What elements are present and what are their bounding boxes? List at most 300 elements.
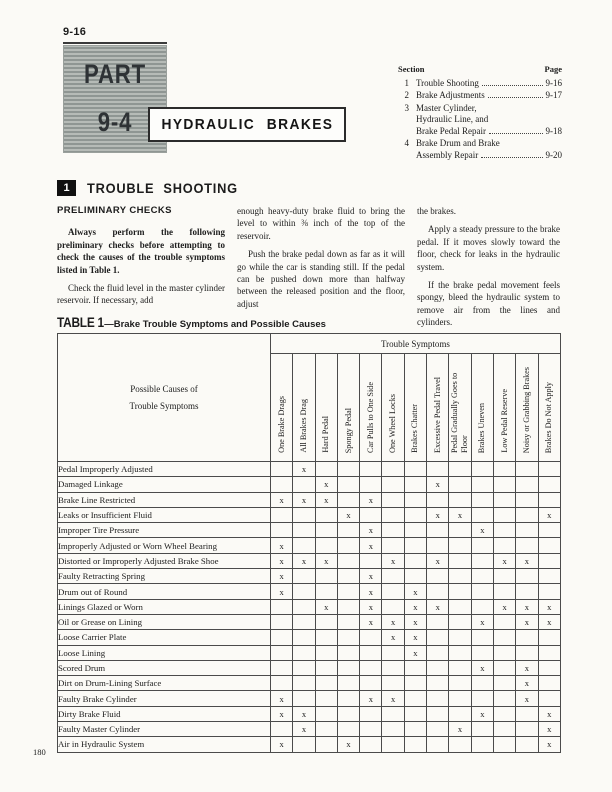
empty-cell [404,676,426,691]
table-row [58,538,561,553]
symptom-column-label: Hard Pedal [321,416,331,453]
empty-cell [271,477,293,492]
empty-cell [471,507,493,522]
index-item-line [416,126,562,138]
empty-cell [404,477,426,492]
empty-cell [337,492,359,507]
empty-cell [493,737,515,752]
empty-cell [337,599,359,614]
table-row [58,614,561,629]
symptom-mark-cell: x [271,492,293,507]
index-item-number: 4 [404,138,409,148]
empty-cell [337,523,359,538]
symptom-mark-cell: x [449,507,471,522]
symptom-mark-cell: x [427,553,449,568]
symptom-column-header [404,354,426,462]
index-item-1 [398,78,562,90]
empty-cell [449,553,471,568]
empty-cell [271,722,293,737]
empty-cell [337,477,359,492]
table-title [57,314,326,332]
empty-cell [538,584,560,599]
empty-cell [449,614,471,629]
dot-leader [481,157,542,158]
symptom-mark-cell: x [315,477,337,492]
symptom-mark-cell: x [382,553,404,568]
empty-cell [449,462,471,477]
symptom-mark-cell: x [271,584,293,599]
empty-cell [493,706,515,721]
empty-cell [516,569,538,584]
corner-line-1: Possible Causes of [130,383,198,394]
cause-cell: Linings Glazed or Worn [58,599,271,614]
empty-cell [471,691,493,706]
index-item-label: Brake Drum and Brake [416,138,500,148]
symptom-mark-cell: x [360,599,382,614]
empty-cell [315,507,337,522]
empty-cell [271,630,293,645]
empty-cell [382,538,404,553]
empty-cell [337,660,359,675]
empty-cell [293,676,315,691]
part-word: PART [84,59,146,89]
empty-cell [404,737,426,752]
empty-cell [493,477,515,492]
symptom-mark-cell: x [538,722,560,737]
empty-cell [471,569,493,584]
table-row [58,676,561,691]
empty-cell [337,614,359,629]
index-item-line [416,138,562,150]
empty-cell [449,599,471,614]
empty-cell [293,614,315,629]
symptom-column-label: Car Pulls to One Side [365,382,375,453]
symptom-mark-cell: x [271,569,293,584]
symptom-mark-cell: x [516,553,538,568]
empty-cell [516,477,538,492]
empty-cell [382,507,404,522]
symptom-table-body [58,462,561,753]
cause-cell: Damaged Linkage [58,477,271,492]
empty-cell [293,523,315,538]
empty-cell [493,676,515,691]
empty-cell [337,676,359,691]
index-item-label: Trouble Shooting [416,77,479,88]
symptom-mark-cell: x [516,691,538,706]
empty-cell [271,462,293,477]
table-row [58,553,561,568]
index-item-number: 3 [404,102,409,113]
empty-cell [293,569,315,584]
symptom-mark-cell: x [360,584,382,599]
empty-cell [427,569,449,584]
empty-cell [516,492,538,507]
empty-cell [427,676,449,691]
empty-cell [271,676,293,691]
empty-cell [337,553,359,568]
index-item-3 [398,103,562,138]
empty-cell [493,614,515,629]
section-number-badge: 1 [57,180,76,196]
empty-cell [315,691,337,706]
symptom-column-header [360,354,382,462]
subheading: PRELIMINARY CHECKS [57,205,172,216]
empty-cell [427,691,449,706]
symptom-mark-cell: x [516,614,538,629]
empty-cell [449,523,471,538]
empty-cell [382,569,404,584]
symptom-mark-cell: x [471,706,493,721]
index-item-number: 2 [404,90,409,100]
empty-cell [293,691,315,706]
empty-cell [471,584,493,599]
empty-cell [427,660,449,675]
body-paragraph: Apply a steady pressure to the brake pedal. If it moves slowly toward the floor, check for leaks in the hydraulic system. [417,224,560,272]
folio-rule [63,42,167,44]
empty-cell [471,630,493,645]
part-number: 9-4 [97,107,133,137]
empty-cell [382,706,404,721]
index-item-label: Hydraulic Line, and [416,114,489,124]
symptom-column-label: Low Pedal Reserve [499,389,509,453]
symptom-mark-cell: x [360,523,382,538]
part-title: HYDRAULIC BRAKES [161,116,333,133]
empty-cell [271,660,293,675]
empty-cell [427,706,449,721]
empty-cell [337,645,359,660]
empty-cell [538,691,560,706]
column-1-paragraphs [57,226,225,306]
section-index [398,64,562,162]
empty-cell [449,569,471,584]
cause-cell: Distorted or Improperly Adjusted Brake Shoe [58,553,271,568]
cause-cell: Improperly Adjusted or Worn Wheel Bearing [58,538,271,553]
empty-cell [293,507,315,522]
cause-cell: Oil or Grease on Lining [58,614,271,629]
empty-cell [449,706,471,721]
empty-cell [293,584,315,599]
table-row [58,599,561,614]
symptom-mark-cell: x [516,660,538,675]
empty-cell [516,630,538,645]
empty-cell [493,492,515,507]
table-row [58,584,561,599]
empty-cell [337,691,359,706]
empty-cell [427,630,449,645]
index-item-body [416,103,562,138]
empty-cell [293,538,315,553]
table-title-rest: —Brake Trouble Symptoms and Possible Causes [104,319,326,330]
empty-cell [360,507,382,522]
symptom-column-header [449,354,471,462]
body-paragraph: the brakes. [417,206,456,216]
cause-cell: Dirty Brake Fluid [58,706,271,721]
empty-cell [404,523,426,538]
empty-cell [360,477,382,492]
symptom-column-header [315,354,337,462]
section-heading [57,180,246,196]
empty-cell [315,660,337,675]
symptom-mark-cell: x [293,706,315,721]
index-item-body [416,138,562,161]
empty-cell [538,553,560,568]
symptom-column-header [382,354,404,462]
symptom-mark-cell: x [493,553,515,568]
empty-cell [360,645,382,660]
body-paragraph: Push the brake pedal down as far as it will go while the car is standing still. If the pedal can be pushed down more than halfway between the released position and the floor, adjust [237,249,405,309]
cause-cell: Pedal Improperly Adjusted [58,462,271,477]
empty-cell [360,722,382,737]
index-item-line [416,114,562,126]
empty-cell [427,492,449,507]
symptom-mark-cell: x [315,492,337,507]
index-item-label: Brake Pedal Repair [416,125,486,136]
symptom-mark-cell: x [427,507,449,522]
empty-cell [449,492,471,507]
empty-cell [382,462,404,477]
symptom-mark-cell: x [449,722,471,737]
empty-cell [471,538,493,553]
symptom-mark-cell: x [315,553,337,568]
empty-cell [449,630,471,645]
text-column-3 [417,205,560,335]
cause-cell: Loose Lining [58,645,271,660]
empty-cell [404,660,426,675]
empty-cell [404,462,426,477]
empty-cell [538,492,560,507]
symptom-mark-cell: x [382,630,404,645]
empty-cell [404,691,426,706]
symptom-column-header [337,354,359,462]
symptom-mark-cell: x [293,722,315,737]
empty-cell [538,538,560,553]
empty-cell [538,645,560,660]
empty-cell [538,630,560,645]
empty-cell [449,691,471,706]
body-paragraph: Check the fluid level in the master cylinder reservoir. If necessary, add [57,283,225,306]
empty-cell [271,507,293,522]
empty-cell [493,462,515,477]
cause-cell: Faulty Master Cylinder [58,722,271,737]
empty-cell [315,706,337,721]
empty-cell [538,676,560,691]
empty-cell [315,462,337,477]
empty-cell [271,614,293,629]
symptom-mark-cell: x [360,569,382,584]
empty-cell [471,737,493,752]
empty-cell [404,538,426,553]
empty-cell [471,477,493,492]
empty-cell [404,553,426,568]
symptom-mark-cell: x [360,691,382,706]
symptom-column-header [516,354,538,462]
symptom-column-header [271,354,293,462]
empty-cell [293,599,315,614]
empty-cell [471,722,493,737]
table-row [58,645,561,660]
symptom-column-label: Excessive Pedal Travel [432,377,442,453]
symptom-mark-cell: x [382,614,404,629]
empty-cell [538,523,560,538]
empty-cell [293,737,315,752]
body-paragraph: Always perform the following preliminary checks before attempting to check the causes of the trouble symptoms listed in Table 1. [57,227,225,275]
section-title: TROUBLE SHOOTING [87,180,238,196]
symptom-mark-cell: x [427,477,449,492]
empty-cell [538,477,560,492]
cause-cell: Drum out of Round [58,584,271,599]
empty-cell [315,722,337,737]
empty-cell [315,737,337,752]
text-column-1 [57,205,225,313]
corner-line-2: Trouble Symptoms [129,400,199,411]
empty-cell [382,492,404,507]
empty-cell [427,645,449,660]
empty-cell [427,737,449,752]
empty-cell [382,523,404,538]
empty-cell [382,599,404,614]
empty-cell [382,645,404,660]
body-paragraph: enough heavy-duty brake fluid to bring the level to within ⅜ inch of the top of the reservoir. [237,206,405,241]
trouble-symptoms-table [57,333,561,753]
empty-cell [337,706,359,721]
symptom-column-label: Brakes Do Not Apply [544,381,554,453]
empty-cell [360,630,382,645]
column-3-paragraphs [417,205,560,329]
cause-cell: Air in Hydraulic System [58,737,271,752]
symptom-column-header [471,354,493,462]
symptom-mark-cell: x [404,645,426,660]
empty-cell [404,722,426,737]
index-item-page: 9-17 [545,90,562,100]
empty-cell [471,676,493,691]
column-2-paragraphs [237,205,405,310]
index-item-label: Brake Adjustments [416,90,485,100]
empty-cell [449,737,471,752]
empty-cell [360,737,382,752]
index-item-label: Master Cylinder, [416,102,477,113]
empty-cell [493,660,515,675]
index-item-4 [398,138,562,161]
symptom-mark-cell: x [404,599,426,614]
cause-cell: Brake Line Restricted [58,492,271,507]
empty-cell [516,722,538,737]
index-item-label: Assembly Repair [416,149,479,160]
symptom-column-label: Spongy Pedal [343,407,353,453]
empty-cell [471,462,493,477]
index-item-number: 1 [404,77,409,88]
empty-cell [449,660,471,675]
empty-cell [493,584,515,599]
empty-cell [493,630,515,645]
symptom-mark-cell: x [271,553,293,568]
empty-cell [427,523,449,538]
symptom-mark-cell: x [516,676,538,691]
empty-cell [404,569,426,584]
empty-cell [360,462,382,477]
footer-page-number: 180 [33,747,46,757]
table-row [58,492,561,507]
empty-cell [493,523,515,538]
empty-cell [427,614,449,629]
symptom-mark-cell: x [360,492,382,507]
cause-cell: Faulty Retracting Spring [58,569,271,584]
symptom-column-label: Brakes Chatter [410,404,420,453]
table-row [58,660,561,675]
empty-cell [449,584,471,599]
empty-cell [315,614,337,629]
table-row [58,630,561,645]
cause-cell: Improper Tire Pressure [58,523,271,538]
symptom-mark-cell: x [382,691,404,706]
empty-cell [337,462,359,477]
empty-cell [516,584,538,599]
symptom-mark-cell: x [538,507,560,522]
empty-cell [337,569,359,584]
symptom-mark-cell: x [538,706,560,721]
symptom-mark-cell: x [271,538,293,553]
body-paragraph: If the brake pedal movement feels spongy, bleed the hydraulic system to remove air from the lines and cylinders. [417,280,560,328]
cause-cell: Faulty Brake Cylinder [58,691,271,706]
empty-cell [293,660,315,675]
symptom-mark-cell: x [471,614,493,629]
empty-cell [360,660,382,675]
table-row [58,722,561,737]
symptom-mark-cell: x [538,599,560,614]
empty-cell [404,507,426,522]
symptom-mark-cell: x [404,630,426,645]
empty-cell [427,584,449,599]
symptom-mark-cell: x [293,492,315,507]
symptom-column-header [293,354,315,462]
empty-cell [538,660,560,675]
text-column-2 [237,205,405,316]
empty-cell [449,477,471,492]
symptom-mark-cell: x [404,584,426,599]
cause-cell: Dirt on Drum-Lining Surface [58,676,271,691]
symptom-mark-cell: x [337,737,359,752]
empty-cell [427,538,449,553]
symptom-mark-cell: x [538,737,560,752]
empty-cell [516,538,538,553]
empty-cell [315,676,337,691]
index-item-line [416,78,562,90]
index-item-body [416,78,562,90]
empty-cell [427,462,449,477]
empty-cell [493,507,515,522]
cause-cell: Leaks or Insufficient Fluid [58,507,271,522]
symptom-column-label: One Wheel Locks [388,394,398,453]
table-row [58,737,561,752]
empty-cell [360,676,382,691]
table-row [58,523,561,538]
symptom-mark-cell: x [493,599,515,614]
empty-cell [493,569,515,584]
symptom-column-header [427,354,449,462]
index-item-body [416,90,562,102]
table-row [58,569,561,584]
empty-cell [516,462,538,477]
symptom-column-label: Brakes Uneven [477,402,487,453]
empty-cell [337,630,359,645]
dot-leader [482,85,543,86]
table-row [58,477,561,492]
symptom-mark-cell: x [315,599,337,614]
symptom-mark-cell: x [271,737,293,752]
empty-cell [315,569,337,584]
index-item-line [416,150,562,162]
table-row [58,507,561,522]
cause-cell: Scored Drum [58,660,271,675]
